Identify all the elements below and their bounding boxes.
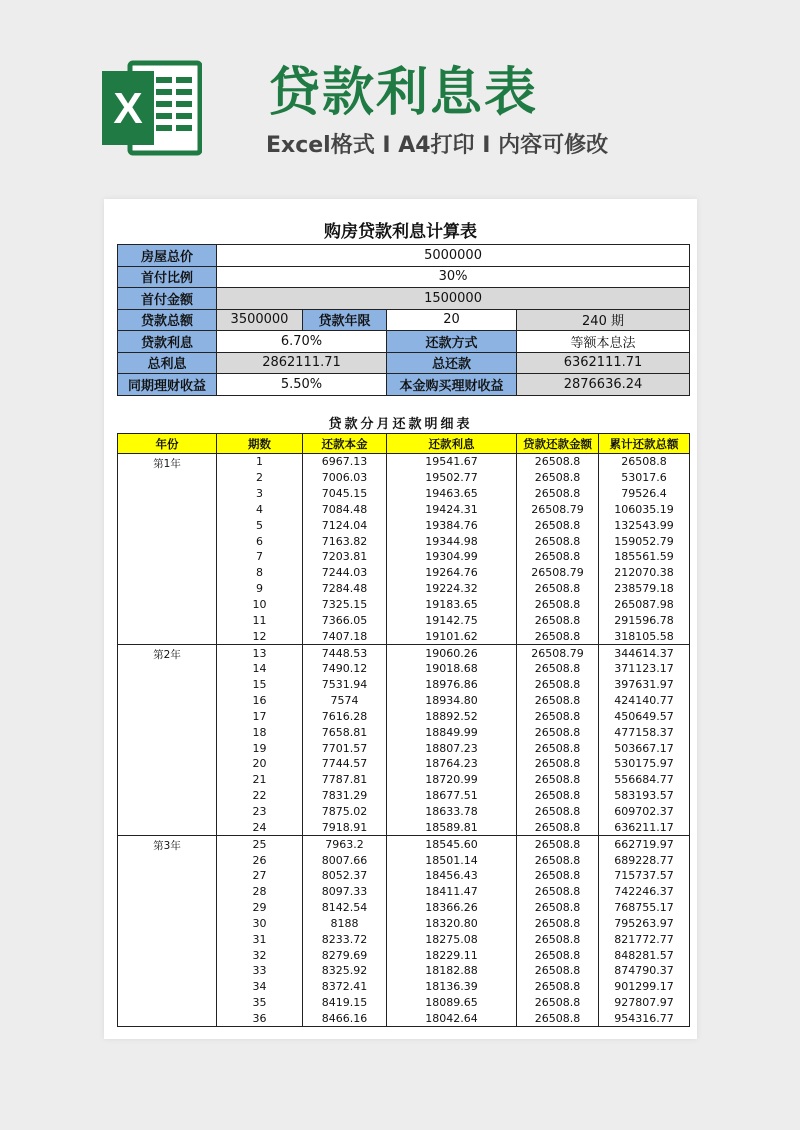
interest-cell[interactable]: 19264.76 [387,565,517,581]
principal-cell[interactable]: 7203.81 [303,549,387,565]
interest-cell[interactable]: 19384.76 [387,517,517,533]
interest-cell[interactable]: 19183.65 [387,597,517,613]
cumulative-cell[interactable]: 424140.77 [599,693,690,709]
principal-cell[interactable]: 8372.41 [303,979,387,995]
cumulative-cell[interactable]: 397631.97 [599,677,690,693]
period-cell[interactable]: 16 [217,693,303,709]
total-interest-value[interactable]: 2862111.71 [217,352,387,374]
house-price-label: 房屋总价 [118,245,217,267]
period-cell[interactable]: 23 [217,804,303,820]
summary-row [118,374,690,396]
payment-cell[interactable]: 26508.8 [517,931,599,947]
principal-cell[interactable]: 7244.03 [303,565,387,581]
col-header-period: 期数 [217,434,303,454]
cumulative-cell[interactable]: 53017.6 [599,470,690,486]
principal-cell[interactable]: 7124.04 [303,517,387,533]
cumulative-cell[interactable]: 636211.17 [599,819,690,835]
principal-cell[interactable]: 7006.03 [303,470,387,486]
interest-cell[interactable]: 19424.31 [387,502,517,518]
period-cell[interactable]: 13 [217,645,303,661]
payment-cell[interactable]: 26508.8 [517,979,599,995]
interest-cell[interactable]: 19304.99 [387,549,517,565]
cumulative-cell[interactable]: 79526.4 [599,486,690,502]
cumulative-cell[interactable]: 556684.77 [599,772,690,788]
table-row [118,454,690,470]
period-cell[interactable]: 30 [217,915,303,931]
principal-cell[interactable]: 7658.81 [303,724,387,740]
principal-cell[interactable]: 8466.16 [303,1011,387,1027]
payment-cell[interactable]: 26508.8 [517,581,599,597]
cumulative-cell[interactable]: 874790.37 [599,963,690,979]
period-cell[interactable]: 18 [217,724,303,740]
cumulative-cell[interactable]: 927807.97 [599,995,690,1011]
period-cell[interactable]: 21 [217,772,303,788]
principal-cell[interactable]: 7163.82 [303,533,387,549]
cumulative-cell[interactable]: 848281.57 [599,947,690,963]
period-cell[interactable]: 17 [217,709,303,725]
payment-cell[interactable]: 26508.8 [517,819,599,835]
table-row [118,645,690,661]
principal-cell[interactable]: 6967.13 [303,454,387,470]
interest-cell[interactable]: 18677.51 [387,788,517,804]
cumulative-cell[interactable]: 530175.97 [599,756,690,772]
principal-cell[interactable]: 7963.2 [303,836,387,852]
fin-income-value[interactable]: 2876636.24 [517,374,690,396]
cumulative-cell[interactable]: 609702.37 [599,804,690,820]
interest-cell[interactable]: 18892.52 [387,709,517,725]
excel-icon [100,57,202,159]
interest-cell[interactable]: 18320.80 [387,915,517,931]
principal-cell[interactable]: 7701.57 [303,740,387,756]
principal-cell[interactable]: 7084.48 [303,502,387,518]
period-cell[interactable]: 35 [217,995,303,1011]
period-cell[interactable]: 14 [217,661,303,677]
interest-cell[interactable]: 18089.65 [387,995,517,1011]
loan-years-label: 贷款年限 [303,309,387,331]
period-cell[interactable]: 28 [217,884,303,900]
payment-cell[interactable]: 26508.8 [517,454,599,470]
payment-cell[interactable]: 26508.8 [517,788,599,804]
payment-cell[interactable]: 26508.8 [517,852,599,868]
principal-cell[interactable]: 8142.54 [303,900,387,916]
cumulative-cell[interactable]: 689228.77 [599,852,690,868]
down-ratio-label: 首付比例 [118,266,217,288]
payment-cell[interactable]: 26508.8 [517,756,599,772]
cumulative-cell[interactable]: 768755.17 [599,900,690,916]
period-cell[interactable]: 34 [217,979,303,995]
interest-cell[interactable]: 18764.23 [387,756,517,772]
payment-cell[interactable]: 26508.79 [517,502,599,518]
period-cell[interactable]: 5 [217,517,303,533]
summary-row [118,331,690,353]
sheet-title: 购房贷款利息计算表 [324,222,477,242]
interest-cell[interactable]: 18501.14 [387,852,517,868]
cumulative-cell[interactable]: 715737.57 [599,868,690,884]
interest-cell[interactable]: 18589.81 [387,819,517,835]
interest-cell[interactable]: 18934.80 [387,693,517,709]
cumulative-cell[interactable]: 742246.37 [599,884,690,900]
cumulative-cell[interactable]: 583193.57 [599,788,690,804]
summary-row [118,266,690,288]
principal-cell[interactable]: 8007.66 [303,852,387,868]
interest-cell[interactable]: 18633.78 [387,804,517,820]
col-header-payment: 贷款还款金额 [517,434,599,454]
principal-cell[interactable]: 7284.48 [303,581,387,597]
principal-cell[interactable]: 7918.91 [303,819,387,835]
period-cell[interactable]: 36 [217,1011,303,1027]
cumulative-cell[interactable]: 477158.37 [599,724,690,740]
summary-row [118,352,690,374]
cumulative-cell[interactable]: 132543.99 [599,517,690,533]
interest-cell[interactable]: 18136.39 [387,979,517,995]
cumulative-cell[interactable]: 159052.79 [599,533,690,549]
principal-cell[interactable]: 8052.37 [303,868,387,884]
payment-cell[interactable]: 26508.8 [517,517,599,533]
interest-cell[interactable]: 19344.98 [387,533,517,549]
col-header-interest: 还款利息 [387,434,517,454]
cumulative-cell[interactable]: 503667.17 [599,740,690,756]
fin-rate-value[interactable]: 5.50% [217,374,387,396]
house-price-value[interactable]: 5000000 [217,245,690,267]
summary-row [118,288,690,310]
repay-method-value[interactable]: 等额本息法 [517,331,690,353]
period-cell[interactable]: 12 [217,628,303,644]
period-cell[interactable]: 10 [217,597,303,613]
period-cell[interactable]: 11 [217,612,303,628]
period-cell[interactable]: 7 [217,549,303,565]
col-header-cumulative: 累计还款总额 [599,434,690,454]
total-repay-label: 总还款 [387,352,517,374]
period-cell[interactable]: 3 [217,486,303,502]
loan-rate-value[interactable]: 6.70% [217,331,387,353]
interest-cell[interactable]: 18229.11 [387,947,517,963]
interest-cell[interactable]: 19060.26 [387,645,517,661]
loan-years-value[interactable]: 20 [387,309,517,331]
total-interest-label: 总利息 [118,352,217,374]
interest-cell[interactable]: 18545.60 [387,836,517,852]
payment-cell[interactable]: 26508.8 [517,709,599,725]
col-header-year: 年份 [118,434,217,454]
period-cell[interactable]: 19 [217,740,303,756]
down-ratio-value[interactable]: 30% [217,266,690,288]
cumulative-cell[interactable]: 371123.17 [599,661,690,677]
payment-cell[interactable]: 26508.8 [517,597,599,613]
cumulative-cell[interactable]: 318105.58 [599,628,690,644]
principal-cell[interactable]: 8233.72 [303,931,387,947]
period-cell[interactable]: 2 [217,470,303,486]
payment-cell[interactable]: 26508.8 [517,1011,599,1027]
principal-cell[interactable]: 7045.15 [303,486,387,502]
cumulative-cell[interactable]: 238579.18 [599,581,690,597]
summary-table [117,244,690,396]
period-cell[interactable]: 1 [217,454,303,470]
principal-cell[interactable]: 8325.92 [303,963,387,979]
payment-cell[interactable]: 26508.8 [517,884,599,900]
cumulative-cell[interactable]: 450649.57 [599,709,690,725]
interest-cell[interactable]: 18976.86 [387,677,517,693]
interest-cell[interactable]: 19101.62 [387,628,517,644]
interest-cell[interactable]: 19502.77 [387,470,517,486]
payment-cell[interactable]: 26508.8 [517,470,599,486]
principal-cell[interactable]: 7490.12 [303,661,387,677]
period-cell[interactable]: 29 [217,900,303,916]
cumulative-cell[interactable]: 901299.17 [599,979,690,995]
principal-cell[interactable]: 7616.28 [303,709,387,725]
payment-cell[interactable]: 26508.8 [517,740,599,756]
interest-cell[interactable]: 18807.23 [387,740,517,756]
payment-cell[interactable]: 26508.8 [517,804,599,820]
payment-cell[interactable]: 26508.8 [517,677,599,693]
cumulative-cell[interactable]: 821772.77 [599,931,690,947]
period-cell[interactable]: 24 [217,819,303,835]
fin-income-label: 本金购买理财收益 [387,374,517,396]
period-cell[interactable]: 4 [217,502,303,518]
period-cell[interactable]: 8 [217,565,303,581]
cumulative-cell[interactable]: 26508.8 [599,454,690,470]
period-cell[interactable]: 31 [217,931,303,947]
principal-cell[interactable]: 7407.18 [303,628,387,644]
payment-cell[interactable]: 26508.8 [517,693,599,709]
period-cell[interactable]: 26 [217,852,303,868]
repay-method-label: 还款方式 [387,331,517,353]
period-cell[interactable]: 15 [217,677,303,693]
interest-cell[interactable]: 18042.64 [387,1011,517,1027]
payment-cell[interactable]: 26508.8 [517,533,599,549]
total-repay-value[interactable]: 6362111.71 [517,352,690,374]
cumulative-cell[interactable]: 954316.77 [599,1011,690,1027]
cumulative-cell[interactable]: 795263.97 [599,915,690,931]
payment-cell[interactable]: 26508.8 [517,915,599,931]
principal-cell[interactable]: 7325.15 [303,597,387,613]
table-row [118,836,690,852]
col-header-principal: 还款本金 [303,434,387,454]
detail-table [117,433,690,1027]
periods-value[interactable]: 240 期 [517,309,690,331]
detail-header-row [118,434,690,454]
cumulative-cell[interactable]: 212070.38 [599,565,690,581]
payment-cell[interactable]: 26508.8 [517,772,599,788]
year-cell[interactable]: 第1年 [118,454,217,645]
period-cell[interactable]: 33 [217,963,303,979]
interest-cell[interactable]: 19018.68 [387,661,517,677]
interest-cell[interactable]: 18411.47 [387,884,517,900]
summary-row [118,245,690,267]
principal-cell[interactable]: 8279.69 [303,947,387,963]
payment-cell[interactable]: 26508.79 [517,645,599,661]
payment-cell[interactable]: 26508.8 [517,486,599,502]
year-cell[interactable]: 第3年 [118,836,217,1027]
principal-cell[interactable]: 7574 [303,693,387,709]
fin-rate-label: 同期理财收益 [118,374,217,396]
interest-cell[interactable]: 18849.99 [387,724,517,740]
principal-cell[interactable]: 7448.53 [303,645,387,661]
principal-cell[interactable]: 8188 [303,915,387,931]
period-cell[interactable]: 20 [217,756,303,772]
payment-cell[interactable]: 26508.8 [517,900,599,916]
cumulative-cell[interactable]: 291596.78 [599,612,690,628]
interest-cell[interactable]: 18456.43 [387,868,517,884]
payment-cell[interactable]: 26508.8 [517,963,599,979]
principal-cell[interactable]: 7744.57 [303,756,387,772]
interest-cell[interactable]: 18275.08 [387,931,517,947]
interest-cell[interactable]: 19142.75 [387,612,517,628]
cumulative-cell[interactable]: 344614.37 [599,645,690,661]
payment-cell[interactable]: 26508.8 [517,868,599,884]
principal-cell[interactable]: 7366.05 [303,612,387,628]
interest-cell[interactable]: 18366.26 [387,900,517,916]
principal-cell[interactable]: 7787.81 [303,772,387,788]
payment-cell[interactable]: 26508.8 [517,724,599,740]
payment-cell[interactable]: 26508.8 [517,836,599,852]
summary-row [118,309,690,331]
principal-cell[interactable]: 8419.15 [303,995,387,1011]
payment-cell[interactable]: 26508.8 [517,947,599,963]
period-cell[interactable]: 32 [217,947,303,963]
payment-cell[interactable]: 26508.8 [517,612,599,628]
principal-cell[interactable]: 8097.33 [303,884,387,900]
payment-cell[interactable]: 26508.8 [517,628,599,644]
payment-cell[interactable]: 26508.8 [517,661,599,677]
page-subtitle: Excel格式 I A4打印 I 内容可修改 [266,133,609,158]
period-cell[interactable]: 9 [217,581,303,597]
payment-cell[interactable]: 26508.8 [517,549,599,565]
cumulative-cell[interactable]: 265087.98 [599,597,690,613]
interest-cell[interactable]: 18720.99 [387,772,517,788]
page-title: 贷款利息表 [268,63,539,123]
loan-total-value[interactable]: 3500000 [217,309,303,331]
payment-cell[interactable]: 26508.79 [517,565,599,581]
cumulative-cell[interactable]: 185561.59 [599,549,690,565]
interest-cell[interactable]: 19541.67 [387,454,517,470]
cumulative-cell[interactable]: 662719.97 [599,836,690,852]
period-cell[interactable]: 27 [217,868,303,884]
logo-letter: X [113,84,143,133]
detail-title: 贷款分月还款明细表 [328,417,473,432]
principal-cell[interactable]: 7875.02 [303,804,387,820]
interest-cell[interactable]: 19224.32 [387,581,517,597]
cumulative-cell[interactable]: 106035.19 [599,502,690,518]
principal-cell[interactable]: 7831.29 [303,788,387,804]
loan-rate-label: 贷款利息 [118,331,217,353]
interest-cell[interactable]: 18182.88 [387,963,517,979]
loan-total-label: 贷款总额 [118,309,217,331]
down-amount-label: 首付金额 [118,288,217,310]
period-cell[interactable]: 25 [217,836,303,852]
spreadsheet-page [104,199,697,1039]
down-amount-value[interactable]: 1500000 [217,288,690,310]
year-cell[interactable]: 第2年 [118,645,217,836]
principal-cell[interactable]: 7531.94 [303,677,387,693]
interest-cell[interactable]: 19463.65 [387,486,517,502]
period-cell[interactable]: 22 [217,788,303,804]
period-cell[interactable]: 6 [217,533,303,549]
payment-cell[interactable]: 26508.8 [517,995,599,1011]
